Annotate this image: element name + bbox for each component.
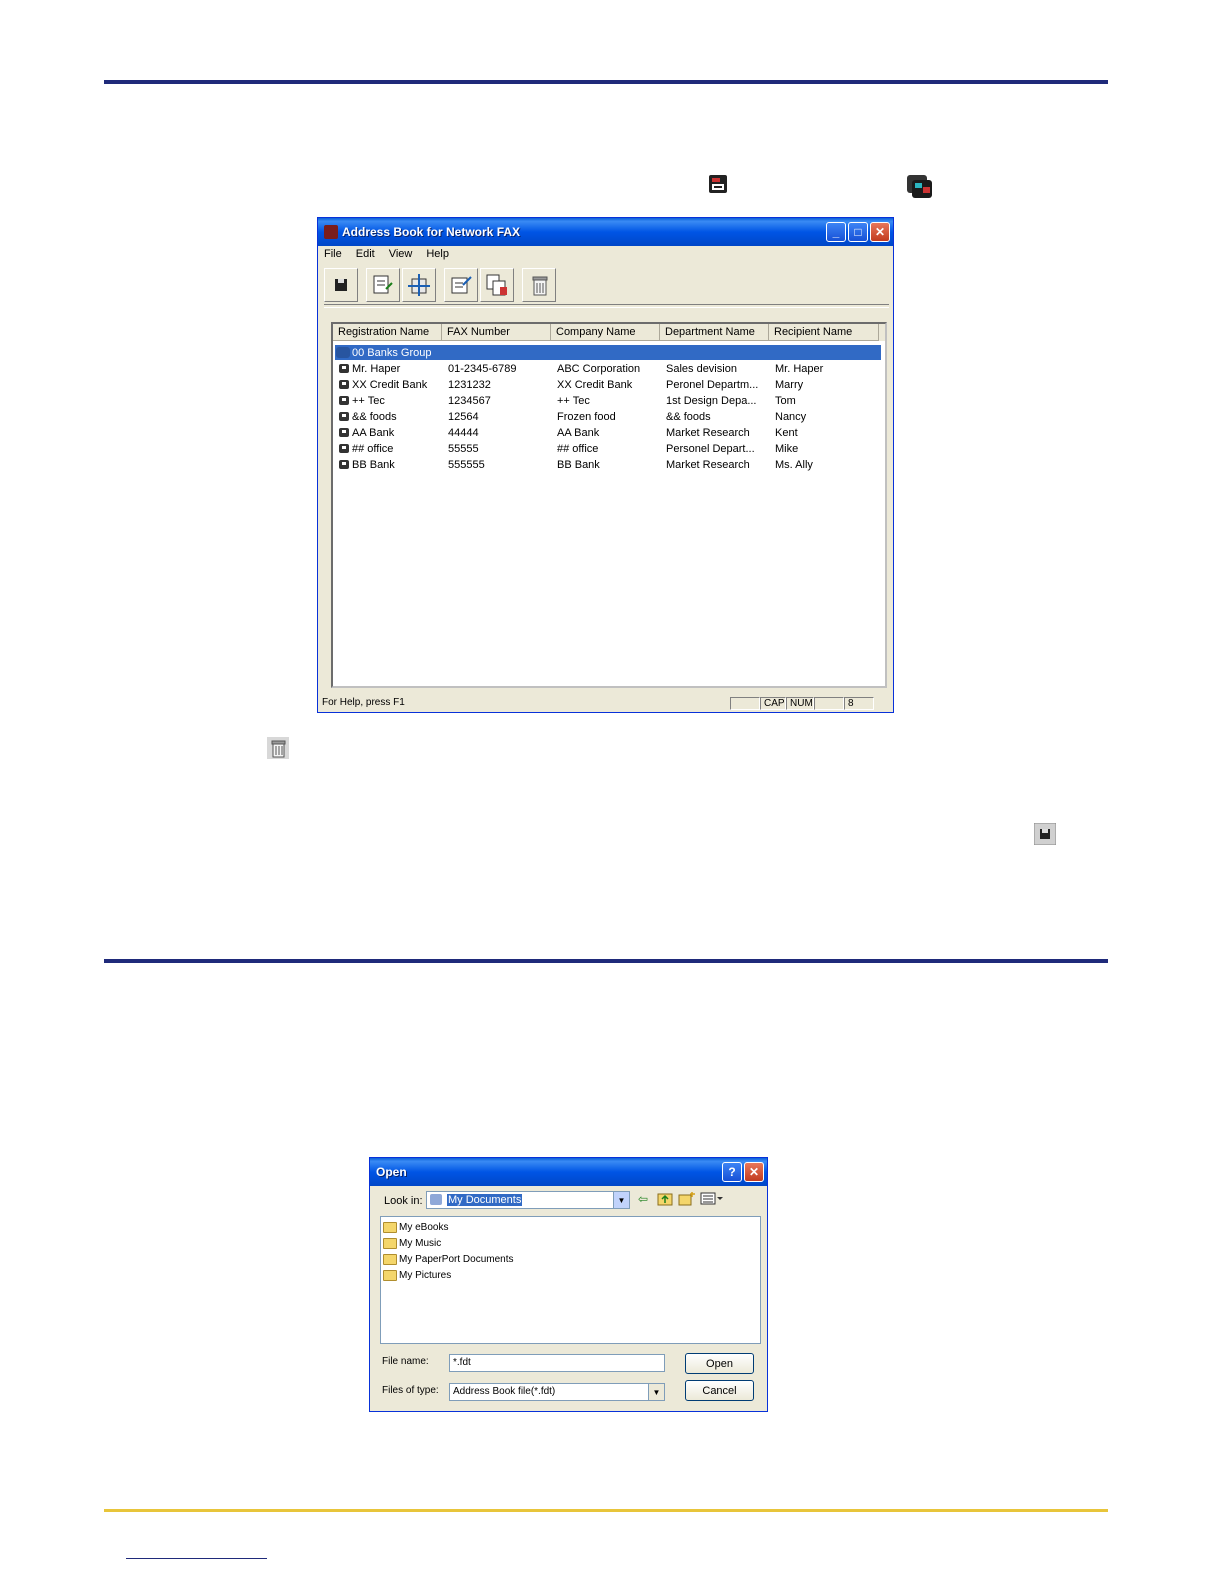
cell-text: ABC Corporation — [557, 362, 641, 375]
cell-department — [662, 459, 771, 471]
cell-text: Kent — [775, 426, 798, 439]
entry-icon — [339, 460, 349, 469]
list-item[interactable] — [381, 1251, 760, 1267]
list-item[interactable] — [335, 393, 881, 408]
list-item[interactable] — [335, 361, 881, 376]
cell-name — [335, 395, 444, 407]
folder-icon — [383, 1238, 397, 1249]
menu-help[interactable]: Help — [426, 248, 449, 260]
up-folder-icon[interactable] — [657, 1191, 673, 1209]
look-in-label: Look in: — [384, 1195, 423, 1207]
cell-company — [553, 411, 662, 423]
column-recipient-name[interactable]: Recipient Name — [769, 324, 879, 341]
menu-edit[interactable]: Edit — [355, 248, 375, 260]
menu-file[interactable]: File — [324, 248, 342, 260]
list-item[interactable] — [335, 425, 881, 440]
menu-view[interactable]: View — [388, 248, 413, 260]
cell-text: 55555 — [448, 442, 479, 455]
cell-text: AA Bank — [557, 426, 600, 439]
status-blank — [814, 697, 844, 710]
entry-icon — [339, 444, 349, 453]
cell-fax — [444, 379, 553, 391]
cell-department — [662, 411, 771, 423]
cell-name — [335, 363, 444, 375]
file-item-label: My Pictures — [399, 1269, 452, 1281]
cell-text: BB Bank — [557, 458, 600, 471]
cell-text: Tom — [775, 394, 796, 407]
cell-text: AA Bank — [352, 426, 395, 439]
footer-link-underline[interactable] — [126, 1558, 267, 1559]
cell-department — [662, 395, 771, 407]
status-empty-panel — [730, 697, 760, 710]
new-group-button[interactable] — [402, 268, 436, 302]
open-button[interactable]: Open — [685, 1353, 754, 1374]
status-count: 8 — [844, 697, 874, 710]
close-button[interactable]: ✕ — [870, 222, 890, 242]
cell-text: 12564 — [448, 410, 479, 423]
cell-name — [335, 379, 444, 391]
cell-company — [553, 427, 662, 439]
app-icon — [324, 225, 338, 239]
address-group-icon — [906, 174, 934, 204]
cell-text: Market Research — [666, 458, 750, 471]
cell-text: 44444 — [448, 426, 479, 439]
cell-company — [553, 443, 662, 455]
cell-text: 01-2345-6789 — [448, 362, 517, 375]
copy-entry-icon — [485, 273, 509, 297]
folder-icon — [383, 1254, 397, 1265]
cell-text: 1231232 — [448, 378, 491, 391]
save-icon — [334, 278, 348, 292]
edit-entry-button[interactable] — [444, 268, 478, 302]
footer-rule — [104, 1509, 1108, 1512]
cell-text: Sales devision — [666, 362, 737, 375]
edit-entry-icon — [449, 273, 473, 297]
cell-recipient — [771, 379, 881, 391]
file-list[interactable] — [380, 1216, 761, 1344]
cell-text: && foods — [352, 410, 397, 423]
window-title: Address Book for Network FAX — [342, 225, 521, 239]
cell-company — [553, 363, 662, 375]
group-row[interactable] — [335, 345, 881, 360]
cell-fax — [444, 459, 553, 471]
section-rule — [104, 959, 1108, 963]
cell-text: BB Bank — [352, 458, 395, 471]
dialog-title: Open — [376, 1165, 407, 1179]
cell-text: 1234567 — [448, 394, 491, 407]
entry-icon — [339, 396, 349, 405]
delete-button[interactable] — [522, 268, 556, 302]
cell-text: XX Credit Bank — [557, 378, 633, 391]
cell-company — [553, 379, 662, 391]
cell-department — [662, 363, 771, 375]
list-item[interactable] — [335, 377, 881, 392]
cell-text: Ms. Ally — [775, 458, 813, 471]
address-list[interactable] — [331, 322, 887, 688]
folder-icon — [383, 1270, 397, 1281]
files-of-type-dropdown[interactable] — [449, 1383, 665, 1401]
list-item[interactable] — [335, 441, 881, 456]
header-rule — [104, 80, 1108, 84]
chevron-down-icon[interactable]: ▼ — [613, 1192, 629, 1208]
file-item-label: My PaperPort Documents — [399, 1253, 514, 1265]
minimize-button[interactable]: _ — [826, 222, 846, 242]
cell-recipient — [771, 459, 881, 471]
trash-icon — [527, 273, 551, 297]
entry-icon — [339, 364, 349, 373]
cancel-button[interactable]: Cancel — [685, 1380, 754, 1401]
cell-text: Market Research — [666, 426, 750, 439]
look-in-dropdown[interactable] — [426, 1191, 630, 1209]
cell-fax — [444, 395, 553, 407]
cell-company — [553, 459, 662, 471]
cell-name — [335, 427, 444, 439]
new-entry-icon — [371, 273, 395, 297]
cell-fax — [444, 411, 553, 423]
my-documents-icon — [430, 1194, 442, 1205]
save-button[interactable] — [324, 268, 358, 302]
list-header — [333, 324, 885, 341]
cell-department — [662, 379, 771, 391]
cell-text: Mr. Haper — [352, 362, 401, 375]
maximize-button[interactable]: □ — [848, 222, 868, 242]
open-dialog — [369, 1157, 768, 1412]
new-entry-button[interactable] — [366, 268, 400, 302]
help-button[interactable]: ? — [722, 1162, 742, 1182]
dialog-close-button[interactable]: ✕ — [744, 1162, 764, 1182]
cell-text: Mike — [775, 442, 799, 455]
cell-text: ## office — [352, 442, 394, 455]
cell-text: 555555 — [448, 458, 485, 471]
look-in-value: My Documents — [448, 1194, 522, 1206]
list-item[interactable] — [381, 1235, 760, 1251]
cell-text: Personel Depart... — [666, 442, 755, 455]
cell-recipient — [771, 443, 881, 455]
file-item-label: My Music — [399, 1237, 442, 1249]
cell-text: Nancy — [775, 410, 807, 423]
address-book-window — [317, 217, 894, 713]
group-icon — [336, 347, 350, 358]
cell-name — [335, 443, 444, 455]
cell-recipient — [771, 395, 881, 407]
list-item[interactable] — [381, 1267, 760, 1283]
cell-text: Frozen food — [557, 410, 616, 423]
file-name-input[interactable]: *.fdt — [449, 1354, 665, 1372]
status-bar — [320, 695, 891, 711]
toolbar — [324, 266, 558, 304]
list-item[interactable] — [335, 457, 881, 472]
status-cap: CAP — [760, 697, 786, 710]
new-folder-icon[interactable] — [678, 1191, 696, 1209]
cell-name — [335, 459, 444, 471]
cell-fax — [444, 363, 553, 375]
cell-recipient — [771, 427, 881, 439]
entry-icon — [339, 412, 349, 421]
status-help: For Help, press F1 — [322, 697, 405, 708]
chevron-down-icon[interactable]: ▼ — [648, 1384, 664, 1400]
cell-company — [553, 395, 662, 407]
cell-text: Mr. Haper — [775, 362, 824, 375]
cell-fax — [444, 427, 553, 439]
back-icon[interactable]: ⇦ — [638, 1192, 649, 1206]
files-of-type-label: Files of type: — [382, 1385, 439, 1396]
title-bar[interactable] — [318, 218, 893, 246]
group-name: 00 Banks Group — [352, 346, 432, 359]
save-icon — [1034, 823, 1056, 849]
cell-name — [335, 411, 444, 423]
cell-text: Marry — [775, 378, 804, 391]
copy-entry-button[interactable] — [480, 268, 514, 302]
list-item[interactable] — [381, 1219, 760, 1235]
cell-text: XX Credit Bank — [352, 378, 428, 391]
column-registration-name[interactable]: Registration Name — [333, 324, 442, 341]
cell-text: Peronel Departm... — [666, 378, 759, 391]
folder-icon — [383, 1222, 397, 1233]
entry-icon — [339, 380, 349, 389]
dialog-title-bar[interactable] — [370, 1158, 767, 1186]
cell-text: ## office — [557, 442, 599, 455]
list-item[interactable] — [335, 409, 881, 424]
new-group-icon — [407, 273, 431, 297]
cell-fax — [444, 443, 553, 455]
cell-text: ++ Tec — [557, 394, 590, 407]
file-name-label: File name: — [382, 1356, 429, 1367]
toolbar-divider — [324, 304, 889, 308]
cell-text: && foods — [666, 410, 711, 423]
cell-text: 1st Design Depa... — [666, 394, 757, 407]
cell-department — [662, 427, 771, 439]
column-fax-number[interactable]: FAX Number — [442, 324, 551, 341]
entry-icon — [339, 428, 349, 437]
view-menu-icon[interactable] — [700, 1191, 724, 1209]
cell-text: ++ Tec — [352, 394, 385, 407]
files-of-type-value: Address Book file(*.fdt) — [453, 1386, 556, 1397]
column-department-name[interactable]: Department Name — [660, 324, 769, 341]
cell-recipient — [771, 411, 881, 423]
delete-trash-icon — [267, 737, 289, 763]
file-item-label: My eBooks — [399, 1221, 449, 1233]
address-entry-icon — [708, 174, 728, 198]
status-num: NUM — [786, 697, 814, 710]
column-company-name[interactable]: Company Name — [551, 324, 660, 341]
cell-recipient — [771, 363, 881, 375]
menu-bar — [322, 248, 451, 264]
cell-department — [662, 443, 771, 455]
